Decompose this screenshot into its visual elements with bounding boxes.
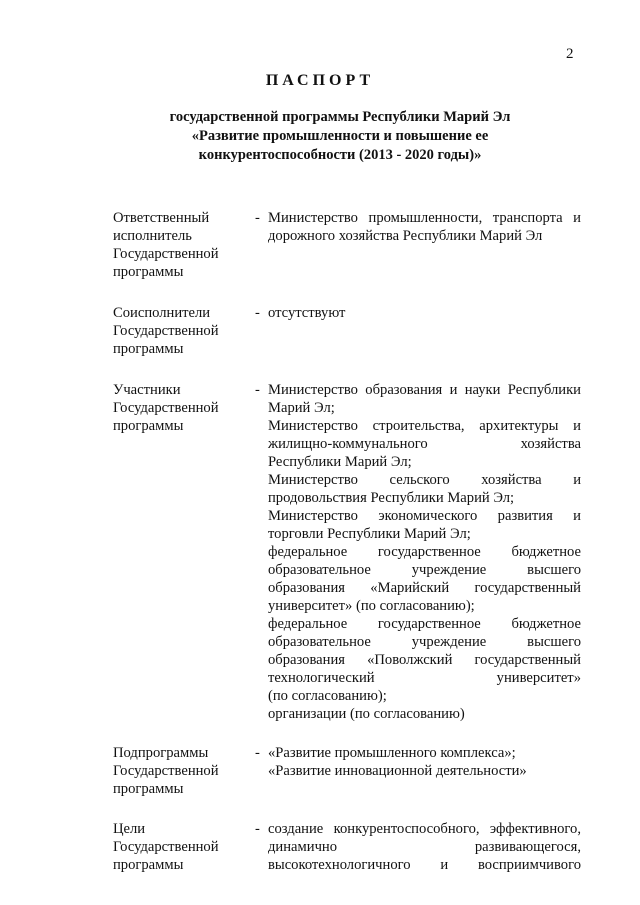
row-value-line: федеральное государственное бюджетное: [268, 544, 581, 560]
row-label-line: программы: [113, 264, 184, 280]
row-value-line: динамично развивающегося,: [268, 839, 581, 855]
row-value-line: Марий Эл;: [268, 400, 335, 416]
row-label: [113, 744, 253, 798]
passport-table: [113, 209, 583, 874]
row-value-line: Министерство образования и науки Республики: [268, 382, 581, 398]
row-label-line: Подпрограммы: [113, 745, 209, 761]
row-value-line: Министерство промышленности, транспорта и: [268, 210, 581, 226]
row-label: [113, 381, 253, 723]
row-label-line: Цели: [113, 821, 146, 837]
row-value-line: Министерство экономического развития и: [268, 508, 581, 524]
passport-row: [113, 209, 583, 281]
row-label-line: Государственной: [113, 839, 219, 855]
row-label-line: исполнитель: [113, 228, 192, 244]
row-label: [113, 820, 253, 874]
row-label-line: Ответственный: [113, 210, 210, 226]
row-value: [268, 209, 581, 281]
row-value-line: «Развитие инновационной деятельности»: [268, 763, 527, 779]
row-value-line: высокотехнологичного и восприимчивого: [268, 857, 581, 873]
row-value-line: дорожного хозяйства Республики Марий Эл: [268, 228, 543, 244]
row-value-line: технологический университет»: [268, 670, 581, 686]
row-value-line: образования «Поволжский государственный: [268, 652, 581, 668]
document-subtitle: [150, 108, 530, 165]
row-value-line: продовольствия Республики Марий Эл;: [268, 490, 515, 506]
row-label-line: Государственной: [113, 323, 219, 339]
subtitle-line: конкурентоспособности (2013 - 2020 годы)»: [198, 147, 482, 163]
subtitle-line: «Развитие промышленности и повышение ее: [191, 128, 489, 144]
row-value-line: организации (по согласованию): [268, 706, 465, 722]
row-label-line: программы: [113, 781, 184, 797]
row-value-line: создание конкурентоспособного, эффективного,: [268, 821, 581, 837]
row-dash: -: [255, 305, 260, 321]
row-label-line: Государственной: [113, 763, 219, 779]
row-label-line: программы: [113, 418, 184, 434]
row-label-line: Государственной: [113, 400, 219, 416]
row-value-line: федеральное государственное бюджетное: [268, 616, 581, 632]
row-dash: -: [255, 821, 260, 837]
row-value-line: Министерство строительства, архитектуры и: [268, 418, 581, 434]
row-value: [268, 744, 581, 798]
row-label: [113, 304, 253, 358]
row-value: [268, 304, 581, 358]
row-dash: -: [255, 382, 260, 398]
row-value-line: университет» (по согласованию);: [268, 598, 475, 614]
row-value-line: образования «Марийский государственный: [268, 580, 581, 596]
passport-row: [113, 381, 583, 723]
row-dash: -: [255, 210, 260, 226]
row-value-line: образовательное учреждение высшего: [268, 634, 581, 650]
row-value-line: «Развитие промышленного комплекса»;: [268, 745, 516, 761]
passport-row: [113, 304, 583, 358]
row-value: [268, 820, 581, 874]
row-label-line: Государственной: [113, 246, 219, 262]
row-value-line: Министерство сельского хозяйства и: [268, 472, 581, 488]
row-label-line: Участники: [113, 382, 181, 398]
row-value-line: торговли Республики Марий Эл;: [268, 526, 471, 542]
row-value-line: отсутствуют: [268, 305, 346, 321]
row-value-line: жилищно-коммунального хозяйства: [268, 436, 581, 452]
page-number: 2: [566, 46, 574, 62]
row-label: [113, 209, 253, 281]
row-label-line: программы: [113, 341, 184, 357]
row-label-line: Соисполнители: [113, 305, 211, 321]
subtitle-line: государственной программы Республики Марий Эл: [169, 109, 511, 125]
row-dash: -: [255, 745, 260, 761]
passport-row: [113, 744, 583, 798]
document-title: ПАСПОРТ: [265, 72, 375, 89]
row-value-line: (по согласованию);: [268, 688, 387, 704]
row-value-line: Республики Марий Эл;: [268, 454, 412, 470]
passport-row: [113, 820, 583, 874]
row-value-line: образовательное учреждение высшего: [268, 562, 581, 578]
row-value: [268, 381, 581, 723]
row-label-line: программы: [113, 857, 184, 873]
